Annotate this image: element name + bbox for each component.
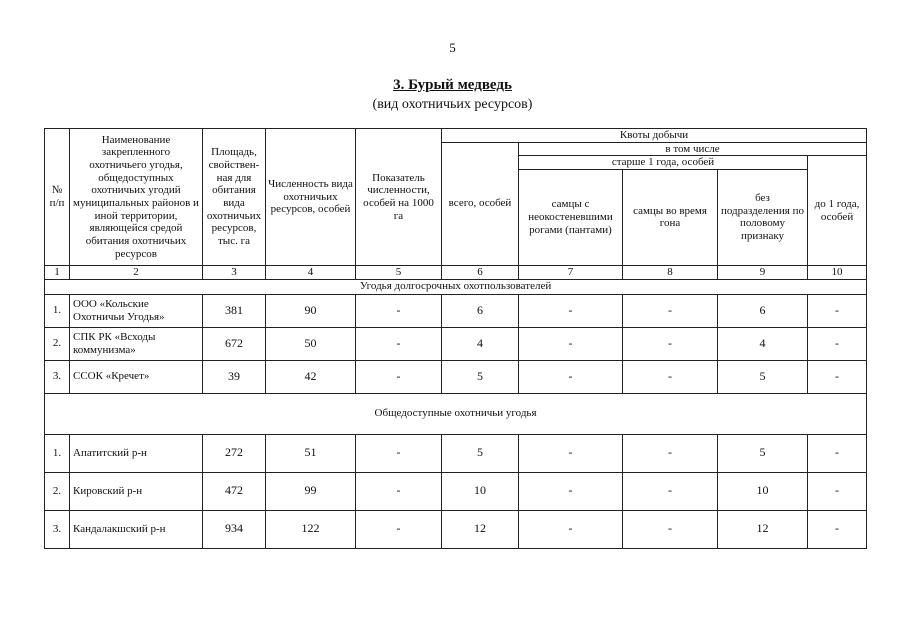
row-population: 50 — [266, 327, 356, 360]
row-name: Апатитский р-н — [70, 434, 203, 472]
header-quota: Квоты добычи — [442, 129, 867, 143]
header-older: старше 1 года, особей — [519, 156, 808, 170]
page-number: 5 — [449, 40, 456, 55]
row-no-sex: 5 — [718, 360, 808, 393]
row-total: 6 — [442, 294, 519, 327]
row-area: 934 — [203, 510, 266, 548]
table-row — [45, 472, 867, 510]
header-no-sex: без подразделения по половому признаку — [718, 169, 808, 265]
row-density: - — [356, 510, 442, 548]
table-row — [45, 294, 867, 327]
row-under-one: - — [808, 360, 867, 393]
column-number: 7 — [519, 265, 623, 279]
row-total: 5 — [442, 360, 519, 393]
column-number: 8 — [623, 265, 718, 279]
page-title: 3. Бурый медведь — [393, 77, 512, 93]
column-number-row — [45, 265, 867, 279]
row-no-sex: 5 — [718, 434, 808, 472]
row-area: 39 — [203, 360, 266, 393]
row-males-velvet: - — [519, 434, 623, 472]
row-density: - — [356, 472, 442, 510]
row-index: 3. — [45, 510, 70, 548]
row-area: 381 — [203, 294, 266, 327]
row-males-velvet: - — [519, 294, 623, 327]
row-under-one: - — [808, 510, 867, 548]
header-total: всего, особей — [442, 142, 519, 265]
header-males-rut: самцы во время гона — [623, 169, 718, 265]
column-number: 4 — [266, 265, 356, 279]
table-row — [45, 510, 867, 548]
row-under-one: - — [808, 434, 867, 472]
section-row — [45, 279, 867, 294]
row-under-one: - — [808, 472, 867, 510]
row-no-sex: 4 — [718, 327, 808, 360]
row-area: 272 — [203, 434, 266, 472]
header-area: Площадь, свойствен-ная для обитания вида охотничьих ресурсов, тыс. га — [203, 129, 266, 266]
row-population: 90 — [266, 294, 356, 327]
row-name: Кандалакшский р-н — [70, 510, 203, 548]
row-no-sex: 6 — [718, 294, 808, 327]
row-index: 2. — [45, 327, 70, 360]
column-number: 10 — [808, 265, 867, 279]
section-title: Общедоступные охотничьи угодья — [45, 393, 867, 434]
row-index: 1. — [45, 294, 70, 327]
header-males-velvet: самцы с неокостеневшими рогами (пантами) — [519, 169, 623, 265]
row-no-sex: 12 — [718, 510, 808, 548]
row-males-rut: - — [623, 510, 718, 548]
header-including: в том числе — [519, 142, 867, 156]
column-number: 5 — [356, 265, 442, 279]
row-males-velvet: - — [519, 510, 623, 548]
row-density: - — [356, 434, 442, 472]
row-index: 2. — [45, 472, 70, 510]
column-number: 6 — [442, 265, 519, 279]
section-row — [45, 393, 867, 434]
row-males-rut: - — [623, 294, 718, 327]
row-males-velvet: - — [519, 472, 623, 510]
row-density: - — [356, 294, 442, 327]
row-density: - — [356, 360, 442, 393]
row-total: 5 — [442, 434, 519, 472]
table-row — [45, 434, 867, 472]
row-population: 42 — [266, 360, 356, 393]
quota-table — [44, 128, 867, 549]
row-under-one: - — [808, 327, 867, 360]
section-title: Угодья долгосрочных охотпользователей — [45, 279, 867, 294]
row-area: 672 — [203, 327, 266, 360]
row-males-velvet: - — [519, 360, 623, 393]
row-total: 4 — [442, 327, 519, 360]
column-number: 2 — [70, 265, 203, 279]
row-density: - — [356, 327, 442, 360]
table-row — [45, 360, 867, 393]
row-index: 3. — [45, 360, 70, 393]
row-males-rut: - — [623, 360, 718, 393]
row-name: Кировский р-н — [70, 472, 203, 510]
row-males-rut: - — [623, 434, 718, 472]
row-no-sex: 10 — [718, 472, 808, 510]
row-males-velvet: - — [519, 327, 623, 360]
page-subtitle: (вид охотничьих ресурсов) — [372, 97, 533, 112]
header-population: Численность вида охотничьих ресурсов, особей — [266, 129, 356, 266]
header-num: № п/п — [45, 129, 70, 266]
row-total: 10 — [442, 472, 519, 510]
column-number: 9 — [718, 265, 808, 279]
column-number: 1 — [45, 265, 70, 279]
row-population: 99 — [266, 472, 356, 510]
header-name: Наименование закрепленного охотничьего угодья, общедоступных охотничьих угодий муниципальных районов и иной территории, являющейся средой обитания охотничьих ресурсов — [70, 129, 203, 266]
column-number: 3 — [203, 265, 266, 279]
row-total: 12 — [442, 510, 519, 548]
row-population: 51 — [266, 434, 356, 472]
header-under-one: до 1 года, особей — [808, 156, 867, 266]
row-name: СПК РК «Всходы коммунизма» — [70, 327, 203, 360]
row-name: ООО «Кольские Охотничьи Угодья» — [70, 294, 203, 327]
table-row — [45, 327, 867, 360]
header-density: Показатель численности, особей на 1000 га — [356, 129, 442, 266]
row-index: 1. — [45, 434, 70, 472]
row-males-rut: - — [623, 472, 718, 510]
row-under-one: - — [808, 294, 867, 327]
row-population: 122 — [266, 510, 356, 548]
row-name: ССОК «Кречет» — [70, 360, 203, 393]
row-area: 472 — [203, 472, 266, 510]
row-males-rut: - — [623, 327, 718, 360]
